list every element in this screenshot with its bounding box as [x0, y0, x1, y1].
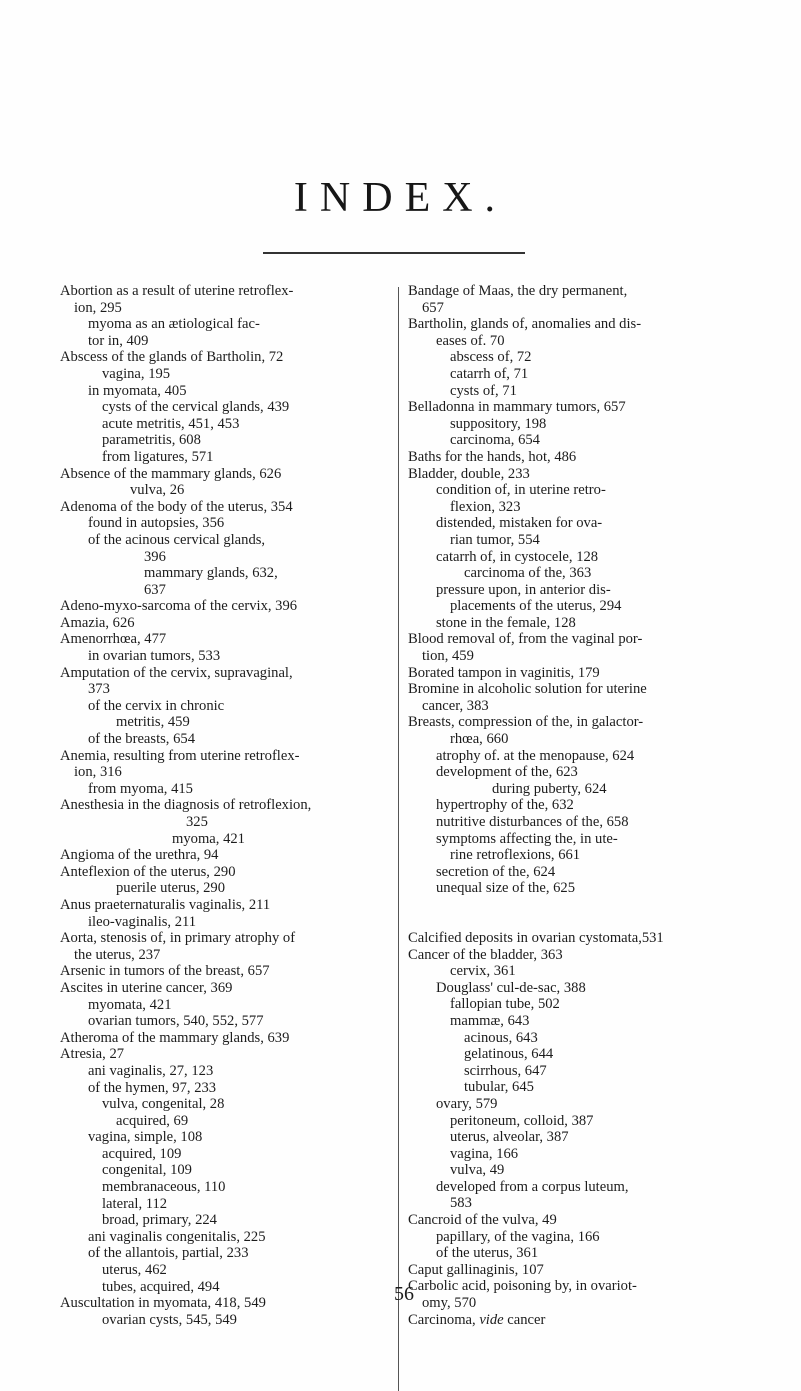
- index-subentry: mammæ, 643: [450, 1012, 530, 1029]
- index-subentry: pressure upon, in anterior dis-: [436, 581, 611, 598]
- index-subentry: secretion of the, 624: [436, 863, 556, 880]
- index-entry: Anesthesia in the diagnosis of retroflexion,: [60, 797, 312, 814]
- index-subentry: Douglass' cul-de-sac, 388: [436, 979, 586, 996]
- index-subentry: scirrhous, 647: [464, 1062, 547, 1079]
- index-subentry: symptoms affecting the, in ute-: [436, 830, 618, 847]
- index-entry: Baths for the hands, hot, 486: [408, 448, 577, 465]
- index-subentry: abscess of, 72: [450, 349, 532, 366]
- index-subentry: condition of, in uterine retro-: [436, 482, 606, 499]
- index-entry: Angioma of the urethra, 94: [60, 847, 219, 864]
- index-subentry: acinous, 643: [464, 1029, 538, 1046]
- index-subentry: in myomata, 405: [88, 382, 187, 399]
- index-subentry: 396: [144, 548, 166, 565]
- title-rule: [263, 252, 525, 254]
- index-subentry: acquired, 109: [102, 1145, 182, 1162]
- index-subentry: eases of. 70: [436, 332, 505, 349]
- index-subentry: distended, mistaken for ova-: [436, 515, 603, 532]
- page-title: INDEX.: [293, 175, 508, 221]
- index-subentry: carcinoma, 654: [450, 432, 540, 449]
- index-subentry: placements of the uterus, 294: [450, 598, 622, 615]
- index-subentry: myoma, 421: [172, 830, 245, 847]
- index-subentry: ani vaginalis congenitalis, 225: [88, 1228, 266, 1245]
- index-entry: Atheroma of the mammary glands, 639: [60, 1029, 290, 1046]
- index-subentry: broad, primary, 224: [102, 1212, 217, 1229]
- index-subentry: rine retroflexions, 661: [450, 847, 581, 864]
- index-subentry: catarrh of, 71: [450, 365, 529, 382]
- index-subentry: lateral, 112: [102, 1195, 168, 1212]
- index-entry: Cancer of the bladder, 363: [408, 946, 563, 963]
- index-column-right: [408, 283, 743, 1328]
- index-subentry: flexion, 323: [450, 498, 521, 515]
- index-entry: Caput gallinaginis, 107: [408, 1261, 544, 1278]
- index-entry: Amenorrhœa, 477: [60, 631, 167, 648]
- index-subentry: from myoma, 415: [88, 780, 193, 797]
- index-subentry: of the cervix in chronic: [88, 697, 225, 714]
- column-divider: [398, 287, 399, 1391]
- index-entry: Breasts, compression of the, in galactor-: [408, 714, 644, 731]
- index-subentry: ovarian tumors, 540, 552, 577: [88, 1013, 264, 1030]
- index-entry: Abscess of the glands of Bartholin, 72: [60, 349, 284, 366]
- index-entry: Bartholin, glands of, anomalies and dis-: [408, 316, 642, 333]
- index-subentry: myoma as an ætiological fac-: [88, 316, 260, 333]
- index-subentry: 325: [186, 814, 208, 830]
- index-subentry: cysts of the cervical glands, 439: [102, 399, 290, 416]
- index-subentry: parametritis, 608: [102, 432, 201, 449]
- page-number: 56: [394, 1283, 414, 1305]
- index-subentry: 583: [450, 1195, 472, 1212]
- index-subentry: during puberty, 624: [492, 780, 607, 797]
- index-entry: Calcified deposits in ovarian cystomata,531: [408, 929, 664, 946]
- index-entry: Carbolic acid, poisoning by, in ovariot-: [408, 1278, 637, 1295]
- index-subentry: mammary glands, 632,: [144, 565, 278, 582]
- index-entry: Adenoma of the body of the uterus, 354: [60, 498, 293, 515]
- index-subentry: uterus, 462: [102, 1262, 167, 1279]
- index-subentry: found in autopsies, 356: [88, 515, 225, 532]
- index-subentry: 373: [88, 681, 110, 698]
- index-subentry: omy, 570: [422, 1295, 477, 1312]
- index-subentry: 657: [422, 299, 444, 316]
- index-subentry: ion, 295: [74, 299, 122, 316]
- index-entry: Anteflexion of the uterus, 290: [60, 863, 236, 880]
- index-subentry: catarrh of, in cystocele, 128: [436, 548, 599, 565]
- index-subentry: vagina, simple, 108: [88, 1129, 203, 1146]
- index-subentry: of the hymen, 97, 233: [88, 1079, 217, 1096]
- index-entry: Auscultation in myomata, 418, 549: [60, 1295, 266, 1312]
- index-subentry: puerile uterus, 290: [116, 880, 226, 897]
- index-subentry: ovary, 579: [436, 1095, 498, 1112]
- index-subentry: development of the, 623: [436, 764, 578, 781]
- index-subentry: suppository, 198: [450, 415, 547, 432]
- index-subentry: 637: [144, 581, 166, 598]
- index-subentry: membranaceous, 110: [102, 1179, 226, 1196]
- index-subentry: nutritive disturbances of the, 658: [436, 814, 629, 830]
- index-subentry: vulva, congenital, 28: [102, 1096, 225, 1113]
- index-entry: Bandage of Maas, the dry permanent,: [408, 283, 628, 299]
- index-entry: Anus praeternaturalis vaginalis, 211: [60, 896, 271, 913]
- index-entry: Carcinoma, vide cancer: [408, 1311, 546, 1328]
- index-column-left: [60, 283, 392, 1328]
- index-entry: Arsenic in tumors of the breast, 657: [60, 963, 270, 980]
- index-subentry: unequal size of the, 625: [436, 880, 576, 897]
- index-subentry: peritoneum, colloid, 387: [450, 1112, 594, 1129]
- index-entry: Aorta, stenosis of, in primary atrophy of: [60, 930, 296, 947]
- index-entry: Anemia, resulting from uterine retroflex-: [60, 747, 300, 764]
- index-subentry: of the uterus, 361: [436, 1245, 539, 1262]
- index-entry: Belladonna in mammary tumors, 657: [408, 399, 626, 416]
- index-subentry: cysts of, 71: [450, 382, 517, 399]
- index-entry: Abortion as a result of uterine retroflex-: [60, 283, 294, 299]
- index-subentry: tubular, 645: [464, 1079, 534, 1096]
- index-subentry: ovarian cysts, 545, 549: [102, 1311, 237, 1328]
- index-subentry: ani vaginalis, 27, 123: [88, 1062, 214, 1079]
- index-subentry: tubes, acquired, 494: [102, 1278, 220, 1295]
- index-entry: Amputation of the cervix, supravaginal,: [60, 664, 293, 681]
- index-entry: Adeno-myxo-sarcoma of the cervix, 396: [60, 598, 298, 615]
- index-entry: Blood removal of, from the vaginal por-: [408, 631, 643, 648]
- index-entry: Amazia, 626: [60, 614, 135, 631]
- index-entry: Bladder, double, 233: [408, 465, 530, 482]
- index-subentry: tion, 459: [422, 648, 474, 665]
- index-subentry: of the acinous cervical glands,: [88, 531, 266, 548]
- index-subentry: rian tumor, 554: [450, 531, 540, 548]
- index-subentry: vagina, 166: [450, 1145, 519, 1162]
- index-subentry: congenital, 109: [102, 1162, 192, 1179]
- index-entry: Ascites in uterine cancer, 369: [60, 979, 233, 996]
- index-subentry: gelatinous, 644: [464, 1046, 554, 1063]
- index-subentry: papillary, of the vagina, 166: [436, 1228, 600, 1245]
- index-subentry: metritis, 459: [116, 714, 190, 731]
- index-subentry: the uterus, 237: [74, 946, 161, 963]
- index-subentry: vagina, 195: [102, 365, 171, 382]
- index-entry: Atresia, 27: [60, 1046, 125, 1063]
- index-subentry: of the breasts, 654: [88, 731, 195, 748]
- index-entry: Borated tampon in vaginitis, 179: [408, 664, 600, 681]
- index-subentry: cervix, 361: [450, 963, 516, 980]
- index-subentry: in ovarian tumors, 533: [88, 648, 221, 665]
- index-subentry: carcinoma of the, 363: [464, 565, 592, 582]
- index-subentry: tor in, 409: [88, 332, 149, 349]
- index-subentry: myomata, 421: [88, 996, 172, 1013]
- index-subentry: hypertrophy of the, 632: [436, 797, 574, 814]
- index-subentry: acute metritis, 451, 453: [102, 415, 240, 432]
- index-subentry: acquired, 69: [116, 1112, 189, 1129]
- index-subentry: of the allantois, partial, 233: [88, 1245, 249, 1262]
- index-subentry: ileo-vaginalis, 211: [88, 913, 197, 930]
- section-gap: [408, 897, 743, 930]
- index-subentry: vulva, 26: [130, 482, 185, 499]
- index-subentry: uterus, alveolar, 387: [450, 1129, 569, 1146]
- index-subentry: from ligatures, 571: [102, 448, 214, 465]
- index-entry: Cancroid of the vulva, 49: [408, 1212, 557, 1229]
- index-subentry: fallopian tube, 502: [450, 996, 560, 1013]
- index-subentry: ion, 316: [74, 764, 122, 781]
- index-subentry: atrophy of. at the menopause, 624: [436, 747, 635, 764]
- index-subentry: vulva, 49: [450, 1162, 505, 1179]
- index-subentry: cancer, 383: [422, 697, 489, 714]
- index-subentry: stone in the female, 128: [436, 614, 576, 631]
- index-entry: Bromine in alcoholic solution for uterine: [408, 681, 647, 698]
- index-entry: Absence of the mammary glands, 626: [60, 465, 282, 482]
- index-subentry: rhœa, 660: [450, 731, 509, 748]
- index-subentry: developed from a corpus luteum,: [436, 1178, 629, 1195]
